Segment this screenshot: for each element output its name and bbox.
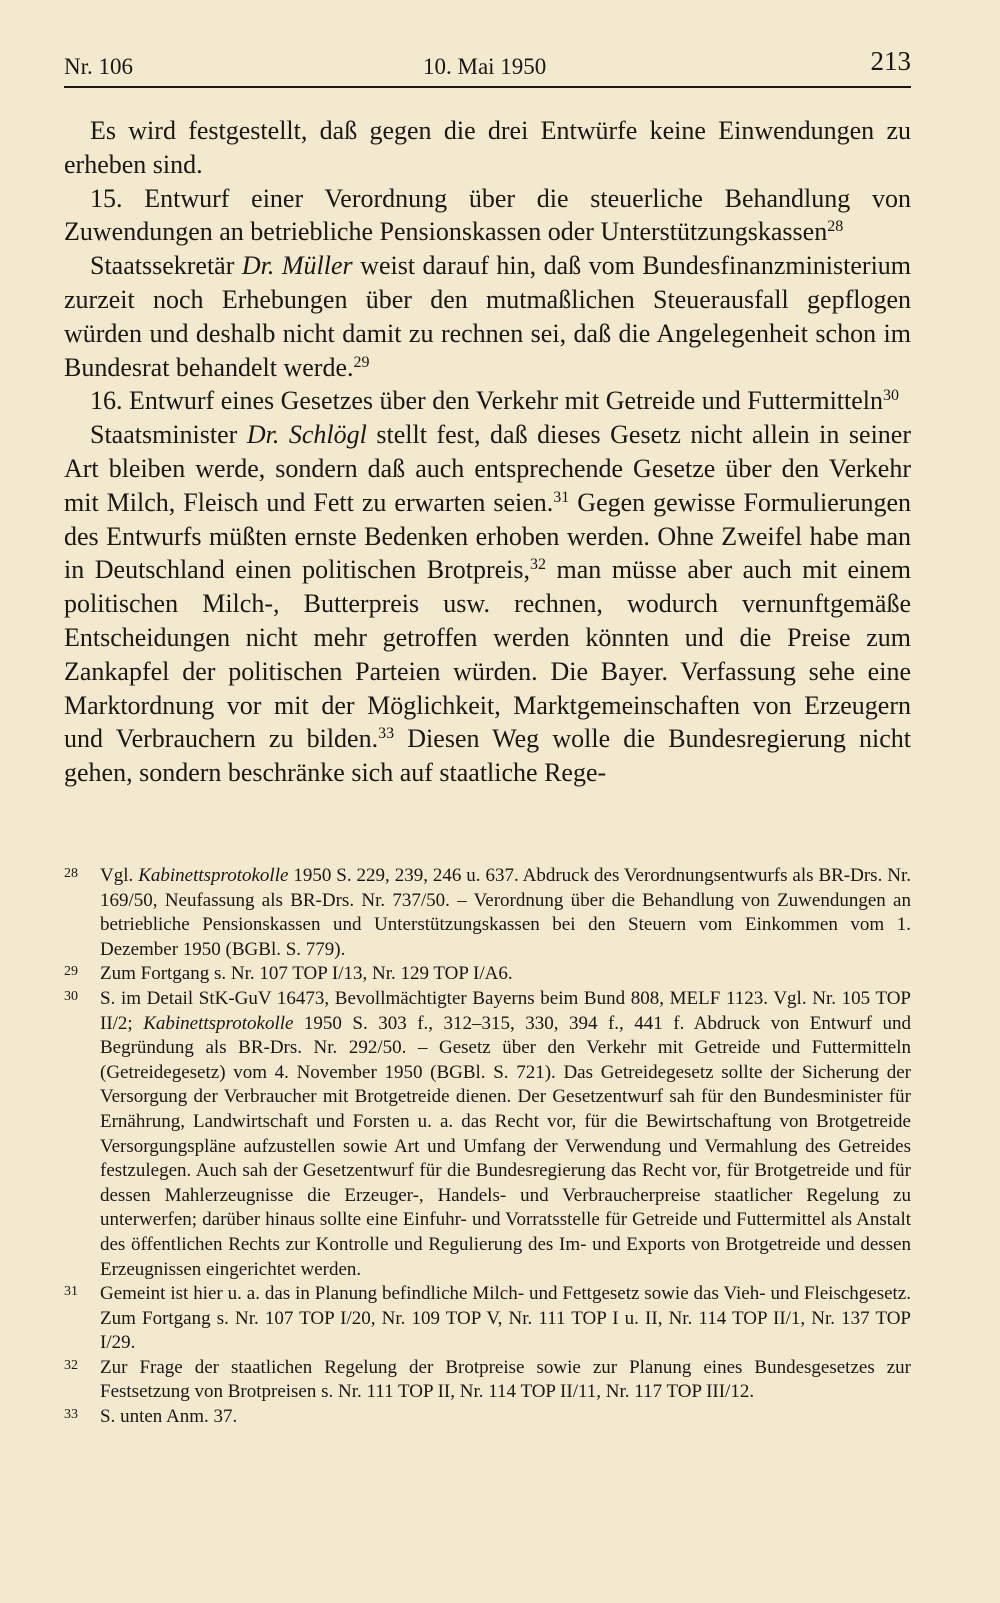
footnote-number: 29 <box>64 964 78 980</box>
footnote-33: 33 S. unten Anm. 37. <box>64 1405 911 1430</box>
footnotes <box>64 864 911 1430</box>
speaker-name: Dr. Schlögl <box>246 420 367 450</box>
footnote-30: 30 S. im Detail StK-GuV 16473, Bevollmächtigter Bayerns beim Bund 808, MELF 1123. Vgl. Nr. 105 TOP II/2; Kabinettsprotokolle 1950 S. 303 f., 312–315, 330, 394 f., 441 f. Abdruck von Entwurf und Begründung als BR-Drs. Nr. 292/50. – Gesetz über den Verkehr mit Getreide und Futtermitteln (Getreidegesetz) vom 4. November 1950 (BGBl. S. 721). Das Getreidegesetz sollte der Sicherung der Versorgung der Verbraucher mit Brotgetreide dienen. Der Gesetzentwurf sah für den Bundesminister für Ernährung, Landwirtschaft und Forsten u. a. das Recht vor, für die Bewirtschaftung von Brotgetreide Versorgungspläne aufzustellen sowie Art und Umfang der Verwendung und Vermahlung des Getreides festzulegen. Auch sah der Gesetzentwurf für die Bundesregierung das Recht vor, für Brotgetreide und für dessen Mahlerzeugnisse die Erzeuger-, Handels- und Verbraucherpreise staatlicher Regelung zu unterwerfen; darüber hinaus sollte eine Einfuhr- und Vorratsstelle für Getreide und Futtermittel als Anstalt des öffentlichen Rechts zur Kontrolle und Regulierung des Im- und Exports von Brotgetreide und dessen Erzeugnissen eingerichtet werden. <box>64 987 911 1282</box>
main-text <box>64 114 911 790</box>
paragraph-item-16: 16. Entwurf eines Gesetzes über den Verkehr mit Getreide und Futtermitteln$^{30}$ <box>90 386 900 416</box>
footnote-number: 33 <box>64 1407 78 1423</box>
footnote-number: 31 <box>64 1284 78 1300</box>
footnote-ref-33: 33 <box>378 725 395 743</box>
paragraph-schloegl: Staatsminister Dr. Schlögl stellt fest, daß dieses Gesetz nicht allein in seiner Art bleiben werde, sondern daß auch entsprechende Gesetze über den Verkehr mit Milch, Fleisch und Fett zu erwarten seien.$^{31}$ Gegen gewisse Formulierungen des Entwurfs müßten ernste Bedenken erhoben werden. Ohne Zweifel habe man in Deutschland einen politischen Brotpreis,$^{32}$ man müsse aber auch mit einem politischen Milch-, Butterpreis usw. rechnen, wodurch vernunftgemäße Entscheidungen nicht mehr getroffen werden könnten und die Preise zum Zankapfel der politischen Parteien würden. Die Bayer. Verfassung sehe eine Marktordnung vor mit der Möglichkeit, Marktgemeinschaften von Erzeugern und Verbrauchern zu bilden.$^{33}$ Diesen Weg wolle die Bundesregierung nicht gehen, sondern beschränke sich auf staatliche Rege- <box>64 420 912 788</box>
header-rule <box>64 86 911 88</box>
footnote-31: 31 Gemeint ist hier u. a. das in Planung befindliche Milch- und Fettgesetz sowie das Vieh- und Fleischgesetz. Zum Fortgang s. Nr. 107 TOP I/20, Nr. 109 TOP V, Nr. 111 TOP I u. II, Nr. 114 TOP II/1, Nr. 137 TOP I/29. <box>64 1282 911 1356</box>
footnote-28: 28 Vgl. Kabinettsprotokolle 1950 S. 229, 239, 246 u. 637. Abdruck des Verordnungsentwurfs als BR-Drs. Nr. 169/50, Neufassung als BR-Drs. Nr. 737/50. – Verordnung über die Behandlung von Zuwendungen an betriebliche Pensionskassen und Unterstützungskassen bei den Steuern vom Einkommen vom 1. Dezember 1950 (BGBl. S. 779). <box>64 864 911 962</box>
footnote-ref-32: 32 <box>530 556 546 574</box>
footnote-ref-31: 31 <box>553 488 570 506</box>
footnote-32: 32 Zur Frage der staatlichen Regelung der Brotpreise sowie zur Planung eines Bundesgesetzes zur Festsetzung von Brotpreisen s. Nr. 111 TOP II, Nr. 114 TOP II/11, Nr. 117 TOP III/12. <box>64 1356 911 1405</box>
footnote-number: 28 <box>64 866 78 881</box>
paragraph-findings: Es wird festgestellt, daß gegen die drei Entwürfe keine Einwendungen zu erheben sind. <box>64 116 911 179</box>
footnote-ref-29: 29 <box>353 353 370 371</box>
footnote-number: 30 <box>64 988 78 1004</box>
paragraph-item-15: 15. Entwurf einer Verordnung über die steuerliche Behandlung von Zuwendungen an betriebliche Pensionskassen oder Unterstützungskassen$^{28}$ <box>64 183 911 247</box>
document-page <box>64 0 911 1603</box>
footnote-ref-28: 28 <box>827 218 844 236</box>
speaker-name: Dr. Müller <box>241 251 353 281</box>
page-number: 213 <box>870 46 911 76</box>
footnote-ref-30: 30 <box>883 387 900 405</box>
running-header <box>64 46 911 86</box>
footnote-29: 29 Zum Fortgang s. Nr. 107 TOP I/13, Nr. 129 TOP I/A6. <box>64 962 911 987</box>
paragraph-mueller: Staatssekretär Dr. Müller weist darauf hin, daß vom Bundesfinanzministerium zurzeit noch Erhebungen über den mutmaßlichen Steuerausfall gepflogen würden und deshalb nicht damit zu rechnen sei, daß die Angelegenheit schon im Bundesrat behandelt werde.$^{29}$ <box>64 251 912 382</box>
header-date: 10. Mai 1950 <box>423 54 547 79</box>
document-number: Nr. 106 <box>64 54 133 79</box>
footnote-number: 32 <box>64 1357 78 1373</box>
